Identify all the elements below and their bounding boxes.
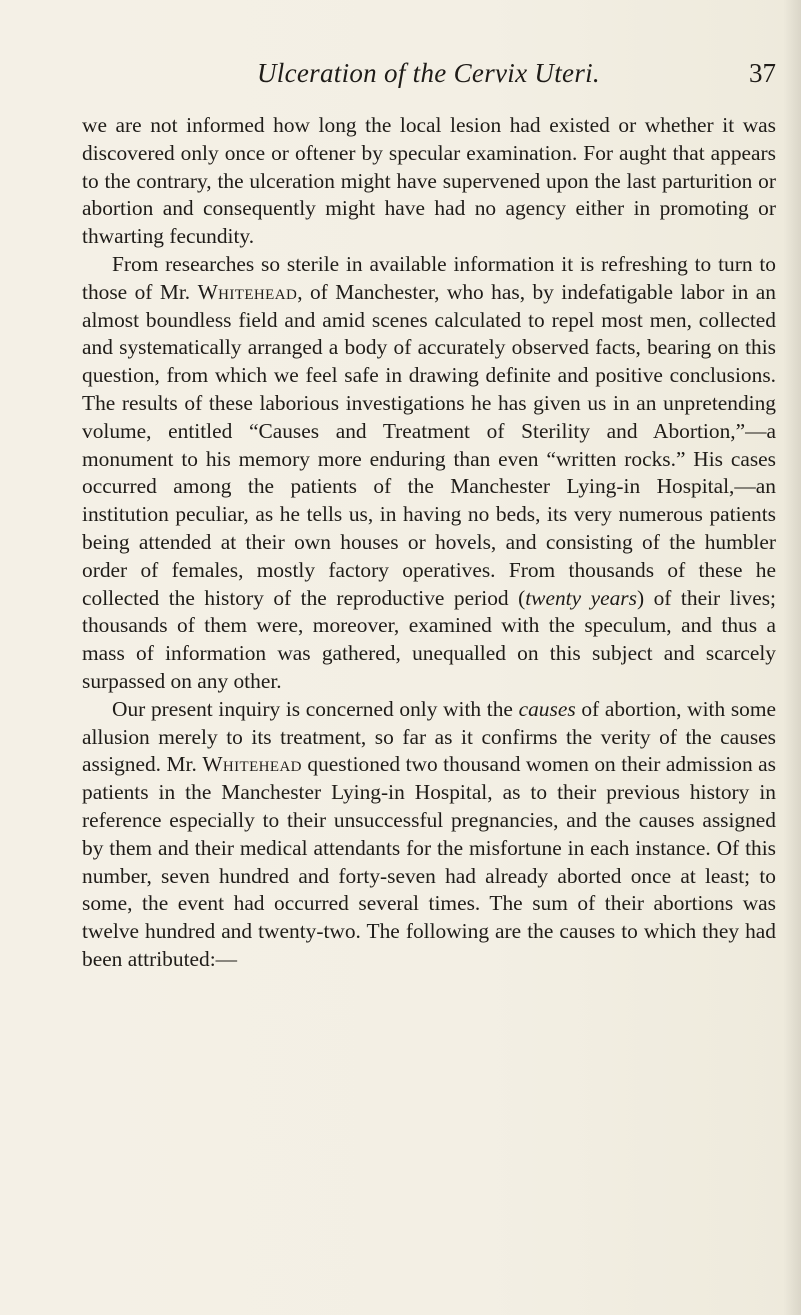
author-name-whitehead-2: Whitehead (202, 752, 302, 777)
italic-twenty-years: twenty years (525, 585, 637, 610)
paragraph-2-text-b: , of Manchester, who has, by indefatigable labor in an almost boundless field and amid scenes calculated to repel most men, collected and systematically arranged a body of accurately observed facts, bearing on this question, from which we feel safe in drawing definite and positive conclusions. The results of these laborious investigations he has given us in an unpretending volume, entitled “Causes and Treatment of Sterility and Abortion,”—a monument to his memory more enduring than even “written rocks.” His cases occurred among the patients of the Manchester Lying-in Hospital,—an institution peculiar, as he tells us, in having no beds, its very numerous patients being attended at their own houses or hovels, and consisting of the humbler order of females, mostly factory operatives. From thousands of these he collected the history of the reproductive period ( (82, 279, 777, 610)
running-title: Ulceration of the Cervix Uteri. (257, 58, 600, 88)
italic-causes: causes (518, 696, 576, 721)
paragraph-3-text-b: of abortion, with some allusion merely to its treatment, so far as it confirms the verity of the causes assigned. Mr. (82, 696, 776, 777)
paragraph-2 (82, 251, 776, 696)
paragraph-3-text-a: Our present inquiry is concerned only with the (112, 696, 519, 721)
paragraph-3 (82, 696, 776, 974)
body-text (82, 112, 776, 974)
paragraph-1-text: we are not informed how long the local lesion had existed or whether it was discovered only once or oftener by specular examination. For aught that appears to the contrary, the ulceration might have supervened upon the last parturition or abortion and consequently might have had no agency either in promoting or thwarting fecundity. (82, 113, 776, 249)
page-edge-shadow (783, 0, 801, 1315)
paragraph-3-text-c: questioned two thousand women on their admission as patients in the Manchester Lying-in Hospital, as to their previous history in reference especially to their unsuccessful pregnancies, and the causes assigned by them and their medical attendants for the misfortune in each instance. Of this number, seven hundred and forty-seven had already aborted once at least; to some, the event had occurred several times. The sum of their abortions was twelve hundred and twenty-two. The following are the causes to which they had been attributed:— (82, 752, 776, 971)
paragraph-1 (82, 112, 776, 251)
page-number: 37 (749, 58, 776, 88)
page-header (82, 58, 776, 94)
paragraph-2-text-c: ) of their lives; thousands of them were, moreover, examined with the speculum, and thus a mass of information was gathered, unequalled on this subject and scarcely surpassed on any other. (82, 585, 776, 693)
paragraph-2-text-a: From researches so sterile in available information it is refreshing to turn to those of Mr. (82, 251, 776, 304)
author-name-whitehead: Whitehead (197, 279, 298, 304)
